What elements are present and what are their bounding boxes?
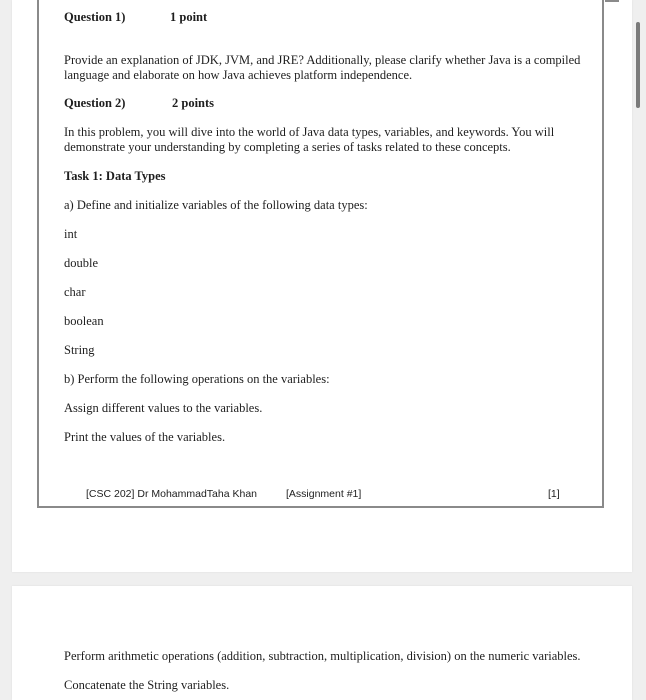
type-string: String [64, 343, 95, 357]
task-1-heading: Task 1: Data Types [64, 169, 166, 183]
operation-concatenate: Concatenate the String variables. [64, 678, 230, 692]
type-int: int [64, 227, 78, 241]
part-a-text: a) Define and initialize variables of the following data types: [64, 198, 368, 212]
operation-print: Print the values of the variables. [64, 430, 226, 444]
question-1-text: Provide an explanation of JDK, JVM, and JRE? Additionally, please clarify whether Java is a compiled language and elaborate on how Java achieves platform independence. [64, 53, 581, 82]
part-b-text: b) Perform the following operations on the variables: [64, 372, 330, 386]
scrollbar-thumb[interactable] [636, 22, 640, 108]
question-1-points: 1 point [170, 10, 208, 24]
question-2-text: In this problem, you will dive into the world of Java data types, variables, and keywords. You will demonstrate your understanding by completing a series of tasks related to these concepts. [64, 125, 555, 154]
question-2-label: Question 2) [64, 96, 126, 110]
type-double: double [64, 256, 99, 270]
operation-arithmetic: Perform arithmetic operations (addition, subtraction, multiplication, division) on the numeric variables. [64, 649, 581, 663]
type-char: char [64, 285, 86, 299]
question-2-points: 2 points [172, 96, 215, 110]
question-1-label: Question 1) [64, 10, 126, 24]
type-boolean: boolean [64, 314, 104, 328]
footer-course: [CSC 202] Dr MohammadTaha Khan [86, 488, 257, 500]
top-border-rule [605, 0, 619, 2]
operation-assign: Assign different values to the variables. [64, 401, 263, 415]
footer-page-number: [1] [548, 488, 560, 500]
document-page-2 [12, 586, 632, 700]
footer-assignment: [Assignment #1] [286, 488, 362, 500]
document-page-1 [12, 0, 632, 572]
